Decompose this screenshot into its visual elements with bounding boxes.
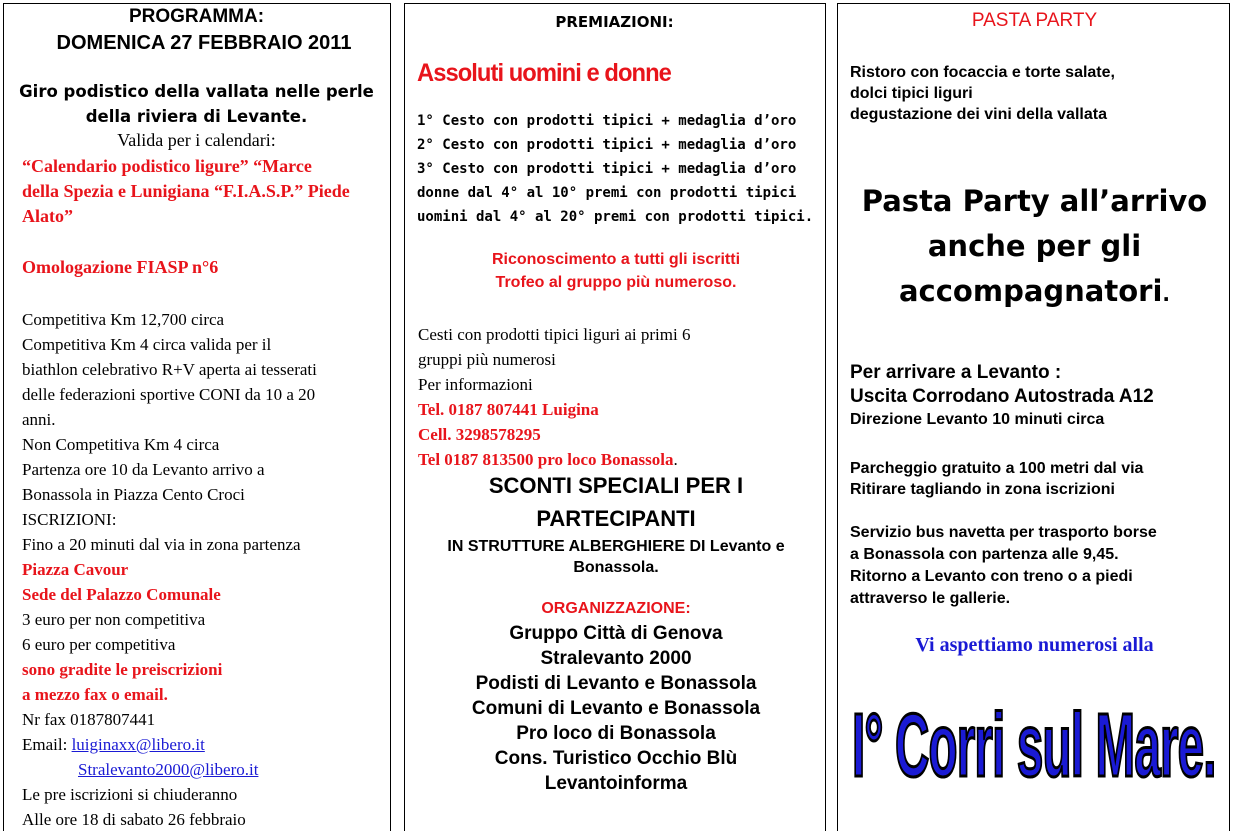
event-title: I° Corri sul Mare. bbox=[852, 695, 1216, 797]
trofeo-text: Trofeo al gruppo più numeroso. bbox=[495, 274, 737, 291]
bus-line-1: Servizio bus navetta per trasporto borse bbox=[850, 524, 1157, 541]
bus-line-3: Ritorno a Levanto con treno o a piedi bbox=[850, 568, 1133, 585]
party-line-2: anche per gli bbox=[927, 229, 1142, 263]
tel-proloco-row bbox=[418, 447, 690, 472]
bus-block bbox=[850, 522, 1157, 610]
info-line: Competitiva Km 12,700 circa bbox=[22, 310, 225, 329]
cesti-line-1: Cesti con prodotti tipici liguri ai primi 6 bbox=[418, 325, 691, 344]
organizer-item: Pro loco di Bonassola bbox=[516, 723, 716, 744]
info-line: Bonassola in Piazza Cento Croci bbox=[22, 485, 245, 504]
tel-proloco: Tel 0187 813500 pro loco Bonassola bbox=[418, 450, 674, 469]
aspettiamo-text: Vi aspettiamo numerosi alla bbox=[915, 634, 1154, 656]
programma-date: DOMENICA 27 FEBBRAIO 2011 bbox=[56, 32, 352, 54]
fax-email-note: a mezzo fax o email. bbox=[22, 685, 168, 704]
arrivare-line-1: Per arrivare a Levanto : bbox=[850, 362, 1062, 383]
preiscrizioni-note: sono gradite le preiscrizioni bbox=[22, 660, 223, 679]
calendari-line-1: “Calendario podistico ligure” “Marce bbox=[22, 156, 312, 176]
party-line-3-text: accompagnatori bbox=[898, 274, 1163, 308]
fax-number: Nr fax 0187807441 bbox=[22, 710, 156, 729]
info-line: Partenza ore 10 da Levanto arrivo a bbox=[22, 460, 265, 479]
organizer-item: Levantoinforma bbox=[544, 773, 688, 794]
bus-line-4: attraverso le gallerie. bbox=[850, 590, 1011, 607]
pasta-party-heading: PASTA PARTY bbox=[971, 10, 1098, 31]
email-link-luigina[interactable]: luiginaxx@libero.it bbox=[71, 735, 205, 754]
arrivare-line-3: Direzione Levanto 10 minuti circa bbox=[850, 411, 1105, 428]
sconti-line-1: SCONTI SPECIALI PER I bbox=[488, 473, 744, 498]
valida-text: Valida per i calendari: bbox=[117, 130, 276, 150]
ristoro-line-2: dolci tipici liguri bbox=[850, 85, 973, 102]
strutture-line-2: Bonassola. bbox=[573, 559, 659, 576]
organizer-item: Comuni di Levanto e Bonassola bbox=[471, 698, 761, 719]
party-line-3-dot: . bbox=[1162, 282, 1171, 306]
omologazione-text: Omologazione FIASP n°6 bbox=[22, 257, 219, 277]
panel-pasta-party bbox=[837, 3, 1230, 831]
info-line: biathlon celebrativo R+V aperta ai tesserati bbox=[22, 360, 317, 379]
ristoro-line-1: Ristoro con focaccia e torte salate, bbox=[850, 64, 1115, 81]
close-line-2: Alle ore 18 di sabato 26 febbraio bbox=[22, 810, 246, 829]
prize-item: uomini dal 4° al 20° premi con prodotti tipici. bbox=[417, 209, 814, 225]
info-label: Per informazioni bbox=[418, 375, 533, 394]
info-line: Competitiva Km 4 circa valida per il bbox=[22, 335, 272, 354]
prize-item: donne dal 4° al 10° premi con prodotti tipici bbox=[417, 185, 797, 201]
premiazioni-heading: PREMIAZIONI: bbox=[555, 13, 674, 31]
email-link-stralevanto[interactable]: Stralevanto2000@libero.it bbox=[78, 760, 259, 779]
organizer-item: Gruppo Città di Genova bbox=[509, 623, 723, 644]
intro-line-1: Giro podistico della vallata nelle perle bbox=[19, 82, 374, 101]
calendari-line-3: Alato” bbox=[22, 206, 73, 226]
contact-block bbox=[418, 322, 690, 472]
ristoro-block bbox=[850, 62, 1115, 125]
organizer-item: Cons. Turistico Occhio Blù bbox=[494, 748, 738, 769]
organizer-item: Stralevanto 2000 bbox=[540, 648, 692, 669]
close-line-1: Le pre iscrizioni si chiuderanno bbox=[22, 785, 238, 804]
strutture-line-1: IN STRUTTURE ALBERGHIERE DI Levanto e bbox=[447, 538, 785, 555]
info-line: Non Competitiva Km 4 circa bbox=[22, 435, 220, 454]
info-line: ISCRIZIONI: bbox=[22, 510, 117, 529]
panel-premiazioni bbox=[404, 3, 826, 831]
info-line: Fino a 20 minuti dal via in zona partenza bbox=[22, 535, 301, 554]
intro-line-2: della riviera di Levante. bbox=[85, 107, 308, 126]
prizes-list bbox=[417, 109, 813, 229]
prize-item: 3° Cesto con prodotti tipici + medaglia d’oro bbox=[417, 161, 797, 177]
cesti-line-2: gruppi più numerosi bbox=[418, 350, 556, 369]
prize-item: 1° Cesto con prodotti tipici + medaglia d’oro bbox=[417, 113, 797, 129]
party-line-1: Pasta Party all’arrivo bbox=[861, 184, 1208, 218]
info-line: anni. bbox=[22, 410, 56, 429]
assoluti-heading: Assoluti uomini e donne bbox=[417, 59, 671, 87]
programma-heading: PROGRAMMA: bbox=[128, 6, 265, 27]
email-row-2 bbox=[22, 757, 317, 782]
sede-palazzo: Sede del Palazzo Comunale bbox=[22, 585, 221, 604]
event-title-wrapper bbox=[852, 694, 1222, 804]
bus-line-2: a Bonassola con partenza alle 9,45. bbox=[850, 546, 1119, 563]
panel-programma bbox=[3, 3, 391, 831]
email-row bbox=[22, 732, 317, 757]
riconoscimento-text: Riconoscimento a tutti gli iscritti bbox=[491, 251, 741, 268]
calendari-line-2: della Spezia e Lunigiana “F.I.A.S.P.” Piede bbox=[22, 181, 350, 201]
cell-number: Cell. 3298578295 bbox=[418, 425, 541, 444]
ristoro-line-3: degustazione dei vini della vallata bbox=[850, 106, 1107, 123]
piazza-cavour: Piazza Cavour bbox=[22, 560, 129, 579]
parcheggio-line-2: Ritirare tagliando in zona iscrizioni bbox=[850, 481, 1115, 498]
tel-proloco-dot: . bbox=[673, 450, 678, 469]
party-block bbox=[838, 179, 1230, 317]
tel-luigina: Tel. 0187 807441 Luigina bbox=[418, 400, 599, 419]
fee-competitiva: 6 euro per competitiva bbox=[22, 635, 176, 654]
prize-item: 2° Cesto con prodotti tipici + medaglia d’oro bbox=[417, 137, 797, 153]
info-line: delle federazioni sportive CONI da 10 a 20 bbox=[22, 385, 316, 404]
organizer-item: Podisti di Levanto e Bonassola bbox=[475, 673, 757, 694]
organizers-list bbox=[405, 621, 826, 796]
organizzazione-heading: ORGANIZZAZIONE: bbox=[541, 600, 691, 617]
email-label: Email: bbox=[22, 735, 72, 754]
sconti-line-2: PARTECIPANTI bbox=[536, 506, 696, 531]
parcheggio-block bbox=[850, 458, 1143, 500]
info-block bbox=[22, 307, 317, 831]
party-line-3 bbox=[838, 269, 1230, 317]
arrivare-line-2: Uscita Corrodano Autostrada A12 bbox=[850, 386, 1154, 407]
parcheggio-line-1: Parcheggio gratuito a 100 metri dal via bbox=[850, 460, 1144, 477]
fee-non-competitiva: 3 euro per non competitiva bbox=[22, 610, 206, 629]
